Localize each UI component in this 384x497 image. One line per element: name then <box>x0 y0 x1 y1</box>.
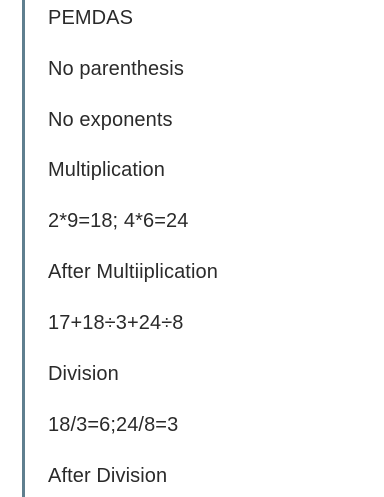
solution-text-block <box>48 0 384 497</box>
line-after-division-heading: After Division <box>48 465 168 487</box>
line-pemdas: PEMDAS <box>48 7 134 29</box>
line-division-heading: Division <box>48 363 119 385</box>
line-after-multiplication-heading: After Multiiplication <box>48 261 218 283</box>
line-no-exponents: No exponents <box>48 109 173 131</box>
left-border-rule <box>22 0 25 497</box>
line-multiplication-steps: 2*9=18; 4*6=24 <box>48 210 189 232</box>
line-no-parenthesis: No parenthesis <box>48 58 184 80</box>
line-division-steps: 18/3=6;24/8=3 <box>48 414 179 436</box>
line-multiplication-heading: Multiplication <box>48 159 166 181</box>
line-after-multiplication-expression: 17+18÷3+24÷8 <box>48 312 184 334</box>
